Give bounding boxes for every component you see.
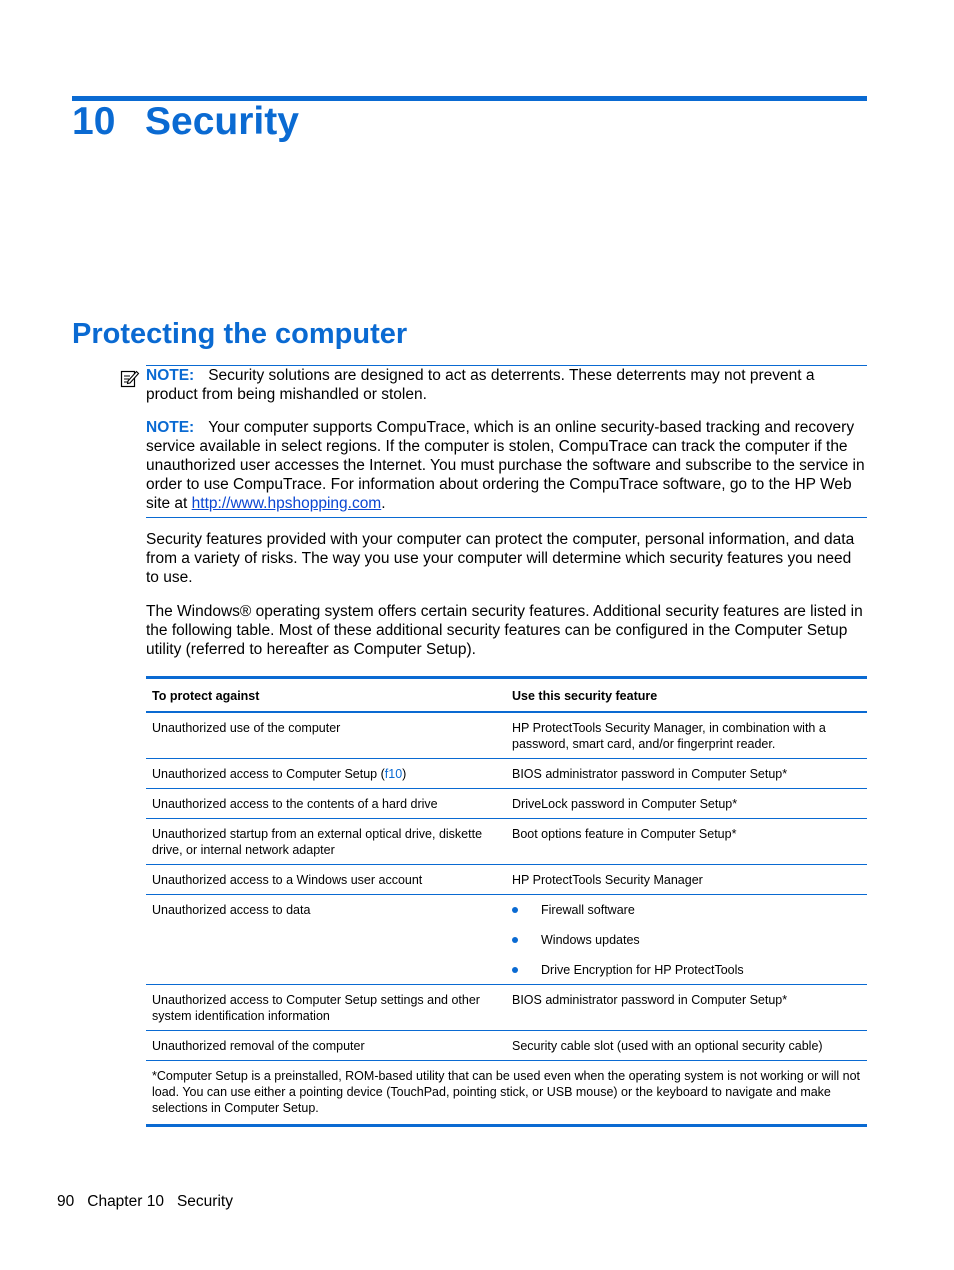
paragraph-windows-security: The Windows® operating system offers certain security features. Additional security features are listed in the following table. Most of these additional security features can be configured in the Computer Setup utility (referred to hereafter as Computer Setup). — [146, 603, 863, 658]
table-footnote: *Computer Setup is a preinstalled, ROM-based utility that can be used even when the operating system is not working or will not load. You can use either a pointing device (TouchPad, pointing stick, or USB mouse) or the keyboard to navigate and make selections in Computer Setup. — [146, 1061, 867, 1126]
f10-key: f10 — [384, 767, 403, 781]
section-title: Protecting the computer — [72, 318, 408, 350]
threat-cell: Unauthorized access to the contents of a hard drive — [146, 789, 506, 819]
threat-cell: Unauthorized access to a Windows user account — [146, 865, 506, 895]
threat-cell: Unauthorized access to Computer Setup settings and other system identification information — [146, 985, 506, 1031]
note-label: NOTE: — [146, 419, 195, 436]
bullet-dot-icon — [512, 907, 518, 913]
list-item — [512, 902, 861, 918]
threat-text: Unauthorized access to Computer Setup ( — [152, 767, 385, 781]
bullet-dot-icon — [512, 937, 518, 943]
table-footnote-row — [146, 1061, 867, 1126]
note-suffix: . — [381, 495, 386, 512]
feature-cell: Security cable slot (used with an optional security cable) — [506, 1031, 867, 1061]
feature-bullet-list — [512, 902, 861, 978]
table-row — [146, 895, 867, 985]
threat-cell: Unauthorized use of the computer — [146, 712, 506, 759]
bullet-dot-icon — [512, 967, 518, 973]
column-header-threat: To protect against — [146, 678, 506, 713]
table-row — [146, 985, 867, 1031]
paragraph-security-features: Security features provided with your computer can protect the computer, personal information, and data from a variety of risks. The way you use your computer will determine which security features you need to use. — [146, 531, 855, 586]
threat-cell: Unauthorized removal of the computer — [146, 1031, 506, 1061]
table-row — [146, 712, 867, 759]
list-item — [512, 932, 861, 948]
footer-title: Security — [176, 1193, 233, 1210]
bullet-text: Windows updates — [541, 933, 640, 947]
feature-cell: HP ProtectTools Security Manager — [506, 865, 867, 895]
footer-chapter: Chapter 10 — [87, 1193, 164, 1210]
bullet-text: Drive Encryption for HP ProtectTools — [541, 963, 744, 977]
feature-cell: Boot options feature in Computer Setup* — [506, 819, 867, 865]
threat-cell: Unauthorized startup from an external optical drive, diskette drive, or internal network adapter — [146, 819, 506, 865]
column-header-feature: Use this security feature — [506, 678, 867, 713]
list-item — [512, 962, 861, 978]
table-row — [146, 759, 867, 789]
table-row — [146, 819, 867, 865]
feature-cell: DriveLock password in Computer Setup* — [506, 789, 867, 819]
notes-box — [146, 365, 867, 518]
feature-cell: HP ProtectTools Security Manager, in combination with a password, smart card, and/or fingerprint reader. — [506, 712, 867, 759]
note-deterrents — [146, 366, 867, 404]
table-header-row — [146, 678, 867, 713]
threat-cell: Unauthorized access to data — [146, 895, 506, 985]
note-pencil-icon — [120, 368, 140, 388]
page-number: 90 — [57, 1193, 75, 1210]
threat-suffix: ) — [402, 767, 407, 781]
chapter-title — [72, 100, 299, 144]
threat-cell — [146, 759, 506, 789]
hpshopping-link[interactable]: http://www.hpshopping.com — [191, 495, 382, 512]
table-row — [146, 1031, 867, 1061]
feature-cell: BIOS administrator password in Computer Setup* — [506, 759, 867, 789]
chapter-name: Security — [145, 100, 299, 143]
note-text: Security solutions are designed to act as deterrents. These deterrents may not prevent a product from being mishandled or stolen. — [146, 367, 815, 403]
chapter-number: 10 — [72, 100, 116, 143]
bullet-text: Firewall software — [541, 903, 635, 917]
feature-cell: BIOS administrator password in Computer Setup* — [506, 985, 867, 1031]
note-label: NOTE: — [146, 367, 195, 384]
feature-cell — [506, 895, 867, 985]
note-text: Your computer supports CompuTrace, which is an online security-based tracking and recovery service available in select regions. If the computer is stolen, CompuTrace can track the computer if the unauthorized user accesses the Internet. You must purchase the software and subscribe to the service in order to use CompuTrace. For information about ordering the CompuTrace software, go to the HP Web site at — [146, 419, 865, 512]
table-row — [146, 865, 867, 895]
table-row — [146, 789, 867, 819]
note-computrace — [146, 418, 867, 513]
page-footer — [57, 1193, 246, 1211]
security-table — [146, 676, 867, 1127]
